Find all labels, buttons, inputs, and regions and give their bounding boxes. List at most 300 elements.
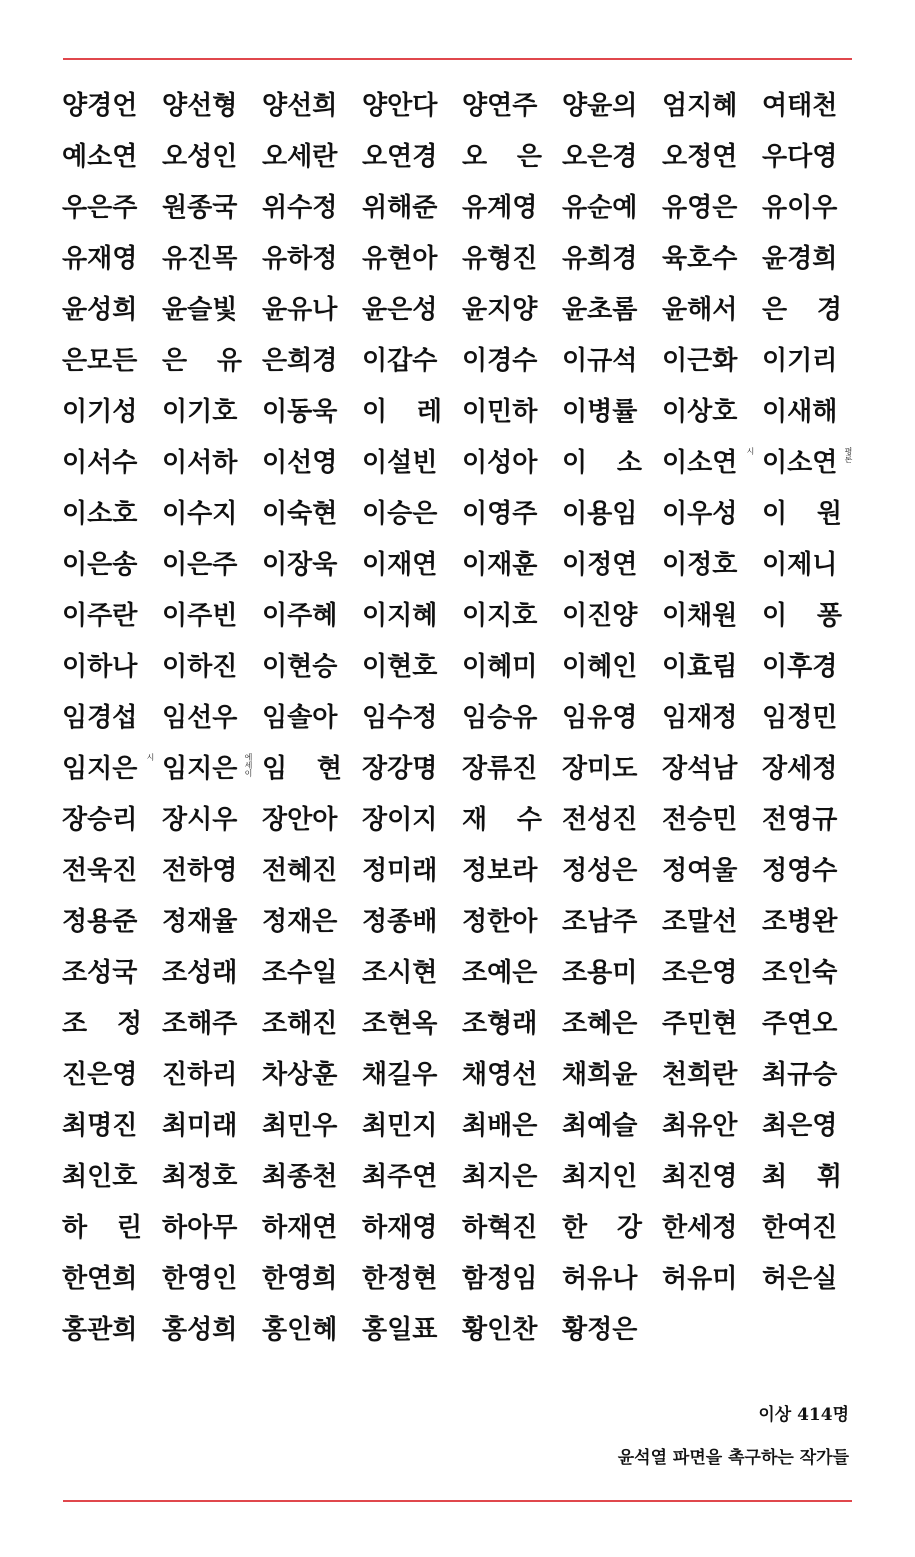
signatory-name-text: 윤경희 — [762, 243, 838, 274]
signatory-name-text: 이규석 — [562, 345, 638, 376]
signatory-name — [762, 294, 862, 325]
signatory-name-text: 이효림 — [662, 651, 738, 682]
signatory-name — [562, 345, 662, 376]
signatory-name-text: 최지인 — [562, 1161, 638, 1192]
signatory-name — [562, 1212, 662, 1243]
signatory-name — [562, 702, 662, 733]
signatory-name — [562, 549, 662, 580]
signatory-name — [762, 1110, 862, 1141]
signatory-name — [62, 855, 162, 886]
signatory-name — [762, 1059, 862, 1090]
signatory-name-text: 이혜인 — [562, 651, 638, 682]
signatory-name — [662, 90, 762, 121]
signatory-name — [362, 1110, 462, 1141]
signatory-name — [262, 192, 362, 223]
signatory-name-text: 정영수 — [762, 855, 838, 886]
signatory-name — [462, 396, 562, 427]
signatory-name-text: 엄지혜 — [662, 90, 738, 121]
signatory-name — [162, 702, 262, 733]
signatory-name-text: 한세정 — [662, 1212, 738, 1243]
signatory-name — [62, 1110, 162, 1141]
signatory-note: 시 — [146, 752, 155, 761]
signatory-name-text: 최미래 — [162, 1110, 238, 1141]
signatory-name-text: 이서하 — [162, 447, 238, 478]
name-row — [62, 233, 862, 284]
signatory-name-text: 진하리 — [162, 1059, 238, 1090]
name-row — [62, 437, 862, 488]
signatory-name — [562, 957, 662, 988]
signatory-name-text: 최인호 — [62, 1161, 138, 1192]
signatory-name-text: 유진목 — [162, 243, 238, 274]
signatory-name — [762, 396, 862, 427]
signatory-name-text: 이지호 — [462, 600, 538, 631]
signatory-name-text: 조병완 — [762, 906, 838, 937]
signatory-name-text: 정미래 — [362, 855, 438, 886]
signatory-name — [662, 1059, 762, 1090]
signatory-name — [762, 1263, 862, 1294]
name-row — [62, 1049, 862, 1100]
name-row — [62, 1151, 862, 1202]
signatory-name — [262, 1263, 362, 1294]
signatory-name — [262, 243, 362, 274]
name-row — [62, 1304, 862, 1355]
signatory-name-text: 양윤의 — [562, 90, 638, 121]
signatory-name-text: 오연경 — [362, 141, 438, 172]
signatory-name — [362, 447, 462, 478]
signatory-name-text: 양경언 — [62, 90, 138, 121]
signatory-name — [662, 549, 762, 580]
name-row — [62, 641, 862, 692]
signatory-name-text: 장세정 — [762, 753, 838, 784]
signatory-name-text: 윤유나 — [262, 294, 338, 325]
signatory-name-text: 조용미 — [562, 957, 638, 988]
signatory-name-text: 이지혜 — [362, 600, 438, 631]
signatory-name-text: 이기호 — [162, 396, 238, 427]
signatory-name — [662, 243, 762, 274]
signatory-name-text: 황인찬 — [462, 1314, 538, 1345]
signatory-name-text: 전욱진 — [62, 855, 138, 886]
signatory-name-text: 하아무 — [162, 1212, 238, 1243]
signatory-name — [562, 804, 662, 835]
signatory-name-text: 윤초롬 — [562, 294, 638, 325]
signatory-name-text: 정종배 — [362, 906, 438, 937]
signatory-name-text: 이은송 — [62, 549, 138, 580]
signatory-name-text: 장안아 — [262, 804, 338, 835]
signatory-name-text: 장이지 — [362, 804, 438, 835]
signatory-name — [362, 906, 462, 937]
signatory-name — [362, 702, 462, 733]
name-row — [62, 896, 862, 947]
signatory-name-text: 정재율 — [162, 906, 238, 937]
name-row — [62, 131, 862, 182]
name-row — [62, 947, 862, 998]
signatory-name — [462, 600, 562, 631]
signatory-name — [162, 906, 262, 937]
signatory-name-text: 이상호 — [662, 396, 738, 427]
signatory-name-text: 양선형 — [162, 90, 238, 121]
signatory-name-text: 한연희 — [62, 1263, 138, 1294]
signatory-name-text: 임수정 — [362, 702, 438, 733]
signatory-name — [662, 1212, 762, 1243]
signatory-name — [362, 90, 462, 121]
bottom-divider — [63, 1500, 852, 1502]
signatory-name — [162, 1263, 262, 1294]
signatory-name-text: 원종국 — [162, 192, 238, 223]
signatory-name-text: 이소연 — [662, 447, 738, 478]
signatory-name-text: 이소연 — [762, 447, 838, 478]
signatory-name — [362, 1314, 462, 1345]
signatory-name — [462, 855, 562, 886]
signatory-name — [762, 957, 862, 988]
signatory-name — [362, 1212, 462, 1243]
signatory-name-text: 한여진 — [762, 1212, 838, 1243]
signatory-name — [662, 957, 762, 988]
signatory-name-text: 진은영 — [62, 1059, 138, 1090]
signatory-name — [562, 447, 662, 478]
signatory-name-text: 유재영 — [62, 243, 138, 274]
signatory-name-text: 윤은성 — [362, 294, 438, 325]
signatory-name-text: 전하영 — [162, 855, 238, 886]
signatory-name-text: 이후경 — [762, 651, 838, 682]
signatory-name — [62, 1059, 162, 1090]
signatory-name-text: 이병률 — [562, 396, 638, 427]
signatory-name — [62, 447, 162, 478]
signatory-name-text: 조현옥 — [362, 1008, 438, 1039]
signatory-name — [562, 1263, 662, 1294]
signatory-name-text: 천희란 — [662, 1059, 738, 1090]
signatory-name — [262, 447, 362, 478]
signatory-name-text: 하재연 — [262, 1212, 338, 1243]
signatory-name — [362, 753, 462, 784]
signatory-name-text: 장류진 — [462, 753, 538, 784]
signatory-name-text: 윤지양 — [462, 294, 538, 325]
signatory-name — [762, 1212, 862, 1243]
name-row — [62, 590, 862, 641]
signatory-name — [62, 752, 162, 784]
signatory-name — [462, 753, 562, 784]
signatory-name-text: 이정호 — [662, 549, 738, 580]
signature-line: 윤석열 파면을 촉구하는 작가들 — [617, 1448, 849, 1468]
signatory-name-text: 위수정 — [262, 192, 338, 223]
signatory-name-text: 주민현 — [662, 1008, 738, 1039]
signatory-name-text: 주연오 — [762, 1008, 838, 1039]
signatory-name-text: 하재영 — [362, 1212, 438, 1243]
signatory-name-text: 양연주 — [462, 90, 538, 121]
signatory-name — [462, 192, 562, 223]
signatory-name — [162, 1161, 262, 1192]
signatory-name-text: 은희경 — [262, 345, 338, 376]
signatory-name-text: 정한아 — [462, 906, 538, 937]
signatory-name-text: 한영희 — [262, 1263, 338, 1294]
signatory-name — [462, 702, 562, 733]
signatory-name-text: 이수지 — [162, 498, 238, 529]
signatory-name — [562, 906, 662, 937]
name-row — [62, 743, 862, 794]
signatory-name-text: 유하정 — [262, 243, 338, 274]
top-divider — [63, 58, 852, 60]
signatory-name — [162, 1008, 262, 1039]
signatory-name-text: 임지은 — [62, 753, 138, 784]
signatory-name — [762, 651, 862, 682]
signatory-name — [762, 855, 862, 886]
signatory-name-text: 이기리 — [762, 345, 838, 376]
signatory-name-text: 한 강 — [562, 1212, 642, 1243]
signatory-name — [162, 345, 262, 376]
signatory-name-text: 전성진 — [562, 804, 638, 835]
signatory-name-text: 이하진 — [162, 651, 238, 682]
signatory-name-text: 함정임 — [462, 1263, 538, 1294]
signatory-name-text: 최민지 — [362, 1110, 438, 1141]
signatory-name-text: 이소호 — [62, 498, 138, 529]
signatory-name — [662, 1161, 762, 1192]
signatory-name-text: 채영선 — [462, 1059, 538, 1090]
signatory-name-text: 최지은 — [462, 1161, 538, 1192]
signatory-name — [662, 1263, 762, 1294]
signatory-name — [662, 1008, 762, 1039]
signatory-name-text: 정보라 — [462, 855, 538, 886]
signatory-name-text: 이 원 — [762, 498, 842, 529]
signatory-name — [262, 90, 362, 121]
name-row — [62, 692, 862, 743]
signatory-name — [362, 804, 462, 835]
signatory-name — [162, 752, 262, 784]
signatory-name-text: 차상훈 — [262, 1059, 338, 1090]
signatory-name — [162, 1212, 262, 1243]
signatory-name — [162, 90, 262, 121]
signatory-name — [762, 906, 862, 937]
signatory-name — [462, 498, 562, 529]
signatory-name-text: 임지은 — [162, 753, 238, 784]
name-row — [62, 539, 862, 590]
signatory-name — [462, 651, 562, 682]
signatory-name — [262, 1212, 362, 1243]
signatory-name-text: 이정연 — [562, 549, 638, 580]
signatory-name-text: 홍관희 — [62, 1314, 138, 1345]
signatory-name — [662, 753, 762, 784]
signatory-name-text: 조시현 — [362, 957, 438, 988]
signatory-name-text: 이성아 — [462, 447, 538, 478]
signatory-name — [562, 753, 662, 784]
signatory-name — [262, 1008, 362, 1039]
signatory-name-text: 조형래 — [462, 1008, 538, 1039]
signatory-name — [562, 294, 662, 325]
signatory-name-text: 이주혜 — [262, 600, 338, 631]
signatory-name-text: 오 은 — [462, 141, 542, 172]
signatory-name — [662, 446, 762, 478]
signatory-name — [362, 1161, 462, 1192]
signatory-name-text: 한정현 — [362, 1263, 438, 1294]
signatory-name — [762, 702, 862, 733]
signatory-name-text: 조남주 — [562, 906, 638, 937]
signatory-name — [62, 651, 162, 682]
signatory-name-text: 임 현 — [262, 753, 342, 784]
signatory-name-text: 이혜미 — [462, 651, 538, 682]
signatory-name — [62, 498, 162, 529]
signatory-name-text: 이주빈 — [162, 600, 238, 631]
signatory-name — [62, 1008, 162, 1039]
signatory-name — [262, 141, 362, 172]
signatory-name — [562, 498, 662, 529]
signatory-name-text: 장시우 — [162, 804, 238, 835]
signatory-name-text: 은 유 — [162, 345, 242, 376]
signatory-name — [362, 345, 462, 376]
signatory-name-text: 유순예 — [562, 192, 638, 223]
signatory-name — [562, 1008, 662, 1039]
signatory-name — [562, 855, 662, 886]
signatory-name — [262, 753, 362, 784]
signatory-name — [62, 243, 162, 274]
name-row — [62, 386, 862, 437]
signatory-name — [662, 855, 762, 886]
signatory-name-text: 최민우 — [262, 1110, 338, 1141]
signatory-name-text: 이설빈 — [362, 447, 438, 478]
signatory-name — [662, 141, 762, 172]
signatory-name — [62, 345, 162, 376]
signatory-name-text: 이 소 — [562, 447, 642, 478]
signatory-name-text: 오성인 — [162, 141, 238, 172]
signatory-name-text: 윤해서 — [662, 294, 738, 325]
signatory-name — [462, 447, 562, 478]
signatory-name-text: 유희경 — [562, 243, 638, 274]
signatory-name — [162, 600, 262, 631]
signatory-name-text: 이 퐁 — [762, 600, 842, 631]
name-row — [62, 488, 862, 539]
signatory-name-text: 최 휘 — [762, 1161, 842, 1192]
signatory-name-text: 이갑수 — [362, 345, 438, 376]
signatory-note: 평론 — [844, 446, 853, 463]
name-row — [62, 794, 862, 845]
signatory-name — [262, 345, 362, 376]
signatory-name-text: 은모든 — [62, 345, 138, 376]
signatory-name-text: 임경섭 — [62, 702, 138, 733]
signatory-name — [562, 90, 662, 121]
signatory-name — [162, 1314, 262, 1345]
signatory-name-text: 위해준 — [362, 192, 438, 223]
signatory-name — [162, 1110, 262, 1141]
signatory-name-text: 최유안 — [662, 1110, 738, 1141]
signatory-name-text: 유이우 — [762, 192, 838, 223]
signatory-name-text: 전승민 — [662, 804, 738, 835]
signatory-name-text: 우다영 — [762, 141, 838, 172]
signatory-name-text: 조인숙 — [762, 957, 838, 988]
signatory-name — [62, 906, 162, 937]
signatory-name — [162, 651, 262, 682]
signatory-name-text: 장석남 — [662, 753, 738, 784]
signatory-name-text: 정재은 — [262, 906, 338, 937]
signatory-name — [362, 957, 462, 988]
signatory-name — [662, 804, 762, 835]
signatory-name — [462, 1314, 562, 1345]
signatory-name — [62, 294, 162, 325]
name-row — [62, 1100, 862, 1151]
signatory-name-text: 유형진 — [462, 243, 538, 274]
signatory-name-text: 이현승 — [262, 651, 338, 682]
signatory-name — [62, 141, 162, 172]
name-row — [62, 1253, 862, 1304]
signatory-name — [662, 906, 762, 937]
signatory-name — [162, 855, 262, 886]
signatory-name — [762, 1161, 862, 1192]
signatory-note: 에세이 — [244, 752, 253, 777]
name-row — [62, 845, 862, 896]
signatory-name-text: 최예슬 — [562, 1110, 638, 1141]
signatory-name — [262, 1161, 362, 1192]
signatory-name-text: 조해주 — [162, 1008, 238, 1039]
signatory-name-text: 임선우 — [162, 702, 238, 733]
signatory-name — [262, 1059, 362, 1090]
signatory-name-text: 유계영 — [462, 192, 538, 223]
signatory-name — [562, 141, 662, 172]
signatory-name — [462, 90, 562, 121]
signatory-note: 시 — [746, 446, 755, 455]
signatory-name — [162, 804, 262, 835]
signatory-name — [362, 498, 462, 529]
signatory-name — [262, 549, 362, 580]
signatory-name — [662, 498, 762, 529]
signatory-name — [262, 600, 362, 631]
signatory-name-text: 허유미 — [662, 1263, 738, 1294]
signatory-name-text: 장미도 — [562, 753, 638, 784]
signatory-name-text: 조혜은 — [562, 1008, 638, 1039]
signatory-name-text: 한영인 — [162, 1263, 238, 1294]
signatory-name — [62, 1314, 162, 1345]
signatory-name — [762, 804, 862, 835]
signatory-name — [362, 1263, 462, 1294]
signatory-name — [362, 141, 462, 172]
signatory-name — [262, 498, 362, 529]
signatory-name-text: 장승리 — [62, 804, 138, 835]
signatory-name — [262, 294, 362, 325]
signatory-name — [162, 549, 262, 580]
signatory-name — [362, 294, 462, 325]
signatory-name-text: 홍인혜 — [262, 1314, 338, 1345]
signatory-name — [662, 651, 762, 682]
signatory-name — [562, 396, 662, 427]
signatory-name — [562, 1314, 662, 1345]
signatory-name — [162, 192, 262, 223]
signatory-name-text: 이동욱 — [262, 396, 338, 427]
signatory-name — [562, 1059, 662, 1090]
signatory-name — [662, 345, 762, 376]
signatory-name-text: 채길우 — [362, 1059, 438, 1090]
signatory-name — [762, 141, 862, 172]
signatory-name-text: 이장욱 — [262, 549, 338, 580]
signatory-name — [262, 1110, 362, 1141]
signatory-name — [762, 498, 862, 529]
signatory-name — [662, 294, 762, 325]
signatory-name-text: 윤슬빛 — [162, 294, 238, 325]
signatory-name — [262, 702, 362, 733]
signatory-name — [262, 855, 362, 886]
signatory-name-text: 우은주 — [62, 192, 138, 223]
signatory-name — [162, 498, 262, 529]
signatory-name-text: 오정연 — [662, 141, 738, 172]
signatory-name — [562, 651, 662, 682]
signatory-name — [762, 345, 862, 376]
signatory-name — [562, 192, 662, 223]
signatory-name — [262, 396, 362, 427]
signatory-name — [362, 192, 462, 223]
signatory-name-text: 최배은 — [462, 1110, 538, 1141]
signatory-name-text: 조수일 — [262, 957, 338, 988]
signatory-name-text: 조 정 — [62, 1008, 142, 1039]
signatory-name — [362, 1059, 462, 1090]
signatory-name — [362, 1008, 462, 1039]
name-row — [62, 998, 862, 1049]
signatory-name-text: 조해진 — [262, 1008, 338, 1039]
signatory-name-text: 여태천 — [762, 90, 838, 121]
signatory-name-text: 이재훈 — [462, 549, 538, 580]
